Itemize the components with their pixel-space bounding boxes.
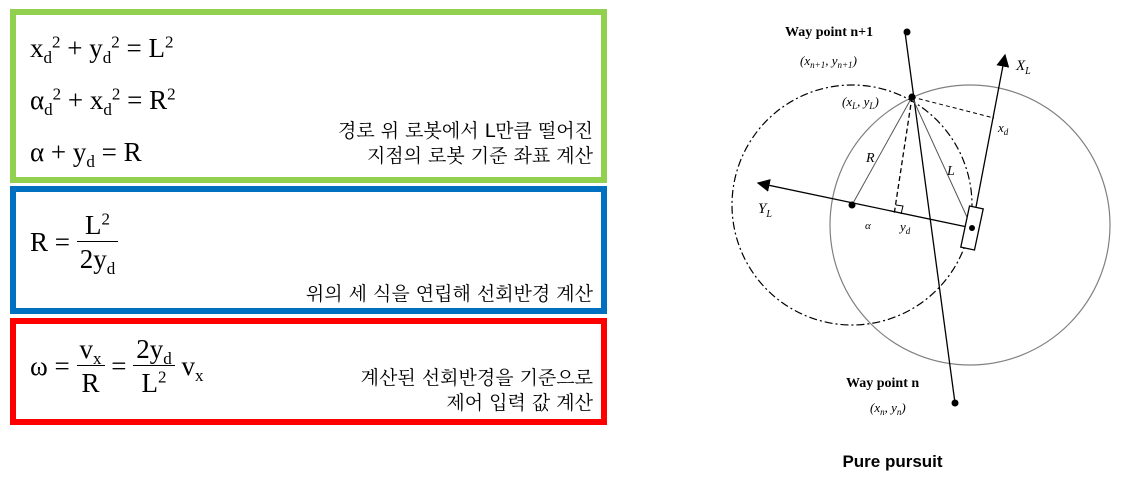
control-input-description: 계산된 선회반경을 기준으로 제어 입력 값 계산 [360, 367, 593, 414]
radius-fraction: $\frac{L^2}{2y_d}$ [77, 212, 119, 273]
x-axis-label: $X_L$ [1016, 58, 1031, 77]
alpha-label: α [865, 220, 871, 232]
yd-projection [894, 97, 912, 215]
turning-radius-panel [10, 186, 607, 314]
yd-label: $y_d$ [900, 219, 911, 236]
lookahead-equations-panel [10, 9, 607, 183]
waypoint-next-label: Way point n+1 [785, 25, 874, 40]
diagram-caption: Pure pursuit [842, 452, 943, 471]
lookahead-point-dot [909, 94, 916, 101]
lookahead-description: 경로 위 로봇에서 L만큼 떨어진 지점의 로봇 기준 좌표 계산 [338, 120, 593, 167]
waypoint-dot [952, 400, 959, 407]
equation-alpha-sum: $\alpha + y_d = R$ [30, 137, 142, 171]
equation-turning-radius: R = $\frac{L^2}{2y_d}$ [30, 212, 118, 273]
waypoint-next-coord: ($x_{n+1}$, $y_{n+1}$) [800, 53, 857, 70]
equation-turning-circle: $\alpha_d^2 + x_d^2 = R^2$ [30, 84, 176, 119]
turning-radius-description: 위의 세 식을 연립해 선회반경 계산 [305, 283, 593, 305]
lookahead-distance-label: L [947, 164, 955, 179]
lookahead-coord: ($x_L$, $y_L$) [842, 94, 879, 111]
xd-projection [912, 97, 994, 118]
y-axis-label: $Y_L$ [758, 201, 772, 220]
equation-angular-velocity: ω = $\frac{v_x}{R}$ = $\frac{2y_d}{L^2}$ $v_x$ [30, 334, 204, 398]
x-axis-arrow [972, 55, 1005, 228]
equation-circle-lookahead: $x_d^2 + y_d^2 = L^2$ [30, 32, 174, 67]
path-segment [905, 32, 955, 403]
waypoint-coord: ($x_n$, $y_n$) [870, 400, 906, 417]
radius-line [852, 97, 912, 205]
turning-center-dot [849, 202, 856, 209]
waypoint-next-dot [904, 29, 911, 36]
robot-center-dot [969, 225, 975, 231]
pure-pursuit-diagram [610, 0, 1125, 450]
xd-label: $x_d$ [998, 120, 1009, 137]
velocity-fraction: $\frac{v_x}{R}$ [77, 336, 105, 397]
control-input-panel [10, 318, 607, 425]
waypoint-label: Way point n [846, 376, 920, 391]
radius-label: R [866, 151, 875, 166]
curvature-fraction: $\frac{2y_d}{L^2}$ [133, 336, 175, 397]
lookahead-line [912, 97, 972, 228]
